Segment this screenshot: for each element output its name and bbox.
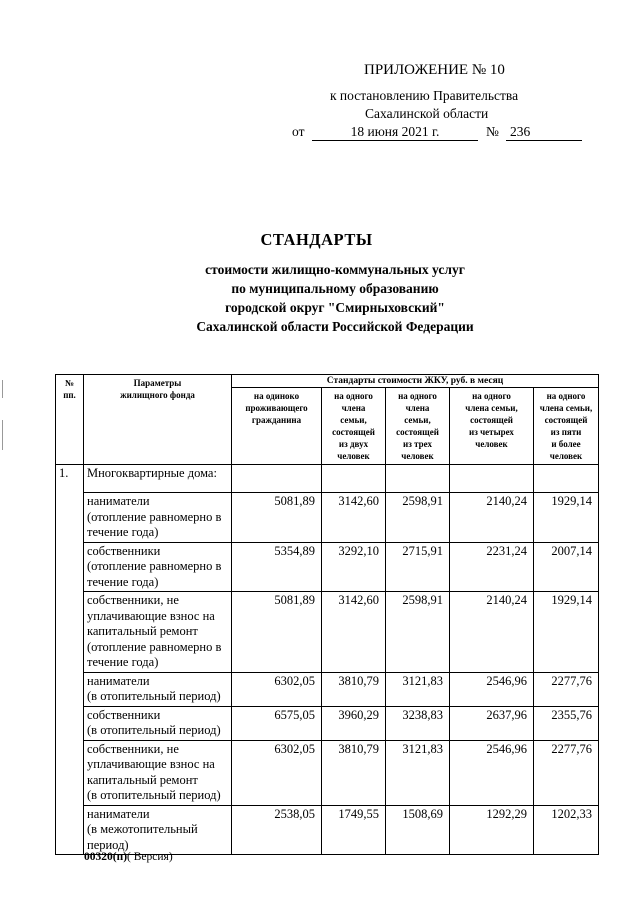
row-value: 3142,60: [322, 493, 386, 543]
table-row: [56, 805, 599, 855]
row-value: 3960,29: [322, 706, 386, 740]
row-value: 2140,24: [450, 493, 534, 543]
table-row: [56, 592, 599, 673]
subtitle-line: городской округ "Смирныховский": [225, 300, 445, 315]
decree-date: 18 июня 2021 г.: [312, 122, 478, 141]
row-value: 3121,83: [386, 740, 450, 805]
header-params: Параметры жилищного фонда: [84, 375, 232, 465]
row-label: собственники (в отопительный период): [84, 706, 232, 740]
scan-edge-mark: [2, 420, 3, 450]
subtitle-line: стоимости жилищно-коммунальных услуг: [205, 262, 465, 277]
annex-title: ПРИЛОЖЕНИЕ № 10: [364, 62, 505, 78]
row-value: 2598,91: [386, 493, 450, 543]
row-value: 3121,83: [386, 672, 450, 706]
footer: [84, 851, 173, 863]
row-value: 2140,24: [450, 592, 534, 673]
row-value: 2598,91: [386, 592, 450, 673]
row-value: 6302,05: [232, 672, 322, 706]
row-value: 1929,14: [534, 493, 599, 543]
row-value: 6302,05: [232, 740, 322, 805]
row-value: 2546,96: [450, 672, 534, 706]
table-row: [56, 493, 599, 543]
row-value: 3810,79: [322, 672, 386, 706]
row-label: наниматели (отопление равномерно в течение года): [84, 493, 232, 543]
row-value: 2277,76: [534, 740, 599, 805]
header-no: № пп.: [56, 375, 84, 465]
row-value: 2355,76: [534, 706, 599, 740]
row-value: 3238,83: [386, 706, 450, 740]
row-label: собственники (отопление равномерно в течение года): [84, 542, 232, 592]
document-code: 00320(п): [84, 851, 128, 863]
table-row: [56, 542, 599, 592]
header-group: Стандарты стоимости ЖКУ, руб. в месяц: [232, 375, 599, 388]
row-value: 2546,96: [450, 740, 534, 805]
row-value: 1292,29: [450, 805, 534, 855]
standards-table: [55, 374, 599, 855]
row-value: 2231,24: [450, 542, 534, 592]
number-label: №: [486, 124, 499, 139]
annex-line2: Сахалинской области: [365, 106, 489, 121]
row-value: 2538,05: [232, 805, 322, 855]
row-label: собственники, не уплачивающие взнос на капитальный ремонт (отопление равномерно в течение года): [84, 592, 232, 673]
subtitle-line: Сахалинской области Российской Федерации: [196, 319, 474, 334]
row-value: 2715,91: [386, 542, 450, 592]
header-two: на одного члена семьи, состоящей из двух человек: [322, 388, 386, 465]
page-title: СТАНДАРТЫ: [260, 230, 373, 249]
header-five: на одного члена семьи, состоящей из пяти и более человек: [534, 388, 599, 465]
row-value: 6575,05: [232, 706, 322, 740]
row-value: 5081,89: [232, 592, 322, 673]
decree-number: 236: [506, 122, 582, 141]
row-label: наниматели (в отопительный период): [84, 672, 232, 706]
row-value: 2637,96: [450, 706, 534, 740]
row-value: 3142,60: [322, 592, 386, 673]
from-label: от: [292, 124, 305, 139]
subtitle-line: по муниципальному образованию: [231, 281, 439, 296]
scan-edge-mark: [2, 380, 3, 398]
document-version: ( Версия): [127, 851, 173, 863]
row-value: 1508,69: [386, 805, 450, 855]
row-value: 2277,76: [534, 672, 599, 706]
annex-line1: к постановлению Правительства: [330, 88, 519, 103]
row-value: 5081,89: [232, 493, 322, 543]
page-subtitle: [0, 260, 633, 336]
row-label: наниматели (в межотопительный период): [84, 805, 232, 855]
section-label: Многоквартирные дома:: [84, 465, 232, 493]
row-value: 2007,14: [534, 542, 599, 592]
table-row: [56, 706, 599, 740]
section-number: 1.: [56, 465, 84, 855]
section-row: [56, 465, 599, 493]
row-label: собственники, не уплачивающие взнос на капитальный ремонт (в отопительный период): [84, 740, 232, 805]
header-four: на одного члена семьи, состоящей из четырех человек: [450, 388, 534, 465]
row-value: 3810,79: [322, 740, 386, 805]
table-row: [56, 740, 599, 805]
table-row: [56, 672, 599, 706]
row-value: 5354,89: [232, 542, 322, 592]
row-value: 1749,55: [322, 805, 386, 855]
row-value: 1929,14: [534, 592, 599, 673]
header-single: на одиноко проживающего гражданина: [232, 388, 322, 465]
header-three: на одного члена семьи, состоящей из трех человек: [386, 388, 450, 465]
row-value: 1202,33: [534, 805, 599, 855]
row-value: 3292,10: [322, 542, 386, 592]
